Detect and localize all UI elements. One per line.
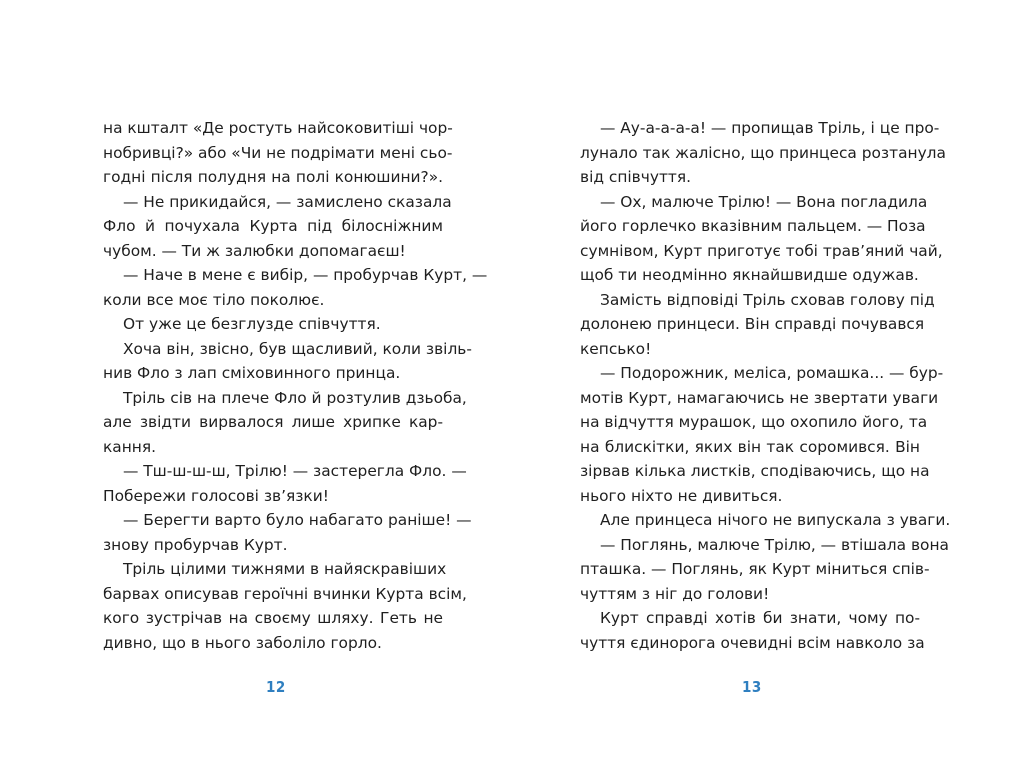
text-line: чуття єдинорога очевидні всім навколо за: [580, 633, 925, 652]
right-page: [580, 116, 951, 655]
text-line: нив Фло з лап сміховинного принца.: [103, 364, 401, 382]
page-number-right: 13: [742, 678, 762, 696]
text-line: Хоча він, звісно, був щасливий, коли звіль-: [123, 339, 472, 358]
text-line: годні після полудня на полі конюшини?».: [103, 168, 443, 186]
text-line: Замість відповіді Тріль сховав голову під: [600, 290, 935, 309]
text-line: Курт справді хотів би знати, чому по-: [600, 609, 920, 627]
text-line: кепсько!: [580, 339, 652, 358]
text-line: — Ау-а-а-а-а! — пропищав Тріль, і це про-: [600, 119, 940, 137]
text-line: Тріль цілими тижнями в найяскравіших: [123, 560, 447, 578]
text-line: чуттям з ніг до голови!: [580, 584, 770, 603]
text-line: От уже це безглузде співчуття.: [123, 315, 381, 333]
text-line: зірвав кілька листків, сподіваючись, що на: [580, 462, 930, 480]
text-line: — Наче в мене є вибір, — пробурчав Курт, —: [123, 266, 488, 284]
text-line: — Ох, малюче Трілю! — Вона погладила: [600, 192, 928, 211]
text-line: чубом. — Ти ж залюбки допомагаєш!: [103, 241, 406, 260]
text-line: — Не прикидайся, — замислено сказала: [123, 192, 452, 211]
text-line: але звідти вирвалося лише хрипке кар-: [103, 413, 443, 431]
text-line: — Тш-ш-ш-ш, Трілю! — застерегла Фло. —: [123, 462, 467, 480]
text-line: мотів Курт, намагаючись не звертати уваги: [580, 388, 939, 407]
text-line: кання.: [103, 437, 157, 456]
text-line: Тріль сів на плече Фло й розтулив дзьоба,: [123, 388, 467, 407]
text-line: пташка. — Поглянь, як Курт міниться спів-: [580, 560, 930, 578]
text-line: сумнівом, Курт приготує тобі трав’яний чай,: [580, 241, 943, 260]
text-line: щоб ти неодмінно якнайшвидше одужав.: [580, 266, 919, 284]
text-line: на відчуття мурашок, що охопило його, та: [580, 413, 928, 431]
text-line: знову пробурчав Курт.: [103, 535, 288, 554]
left-page: [103, 116, 488, 655]
text-line: Фло й почухала Курта під білосніжним: [103, 217, 443, 235]
text-line: — Берегти варто було набагато раніше! —: [123, 511, 472, 529]
text-line: кого зустрічав на своєму шляху. Геть не: [103, 609, 443, 627]
text-line: нобривці?» або «Чи не подрімати мені сьо-: [103, 143, 453, 162]
text-line: його горлечко вказівним пальцем. — Поза: [580, 217, 926, 235]
text-line: коли все моє тіло поколює.: [103, 290, 325, 309]
text-line: Але принцеса нічого не випускала з уваги.: [600, 511, 951, 529]
text-line: Побережи голосові зв’язки!: [103, 486, 329, 505]
text-line: на кшталт «Де ростуть найсоковитіші чор-: [103, 119, 453, 137]
text-line: барвах описував героїчні вчинки Курта всім,: [103, 584, 467, 603]
text-line: нього ніхто не дивиться.: [580, 486, 783, 505]
text-line: від співчуття.: [580, 168, 692, 186]
page-number-left: 12: [266, 678, 286, 696]
text-line: долонею принцеси. Він справді почувався: [580, 315, 925, 333]
text-line: лунало так жалісно, що принцеса розтанула: [580, 143, 946, 162]
text-line: на блискітки, яких він так соромився. Він: [580, 437, 920, 456]
text-line: — Поглянь, малюче Трілю, — втішала вона: [600, 535, 949, 554]
text-line: — Подорожник, меліса, ромашка... — бур-: [600, 364, 944, 382]
text-line: дивно, що в нього заболіло горло.: [103, 633, 382, 652]
